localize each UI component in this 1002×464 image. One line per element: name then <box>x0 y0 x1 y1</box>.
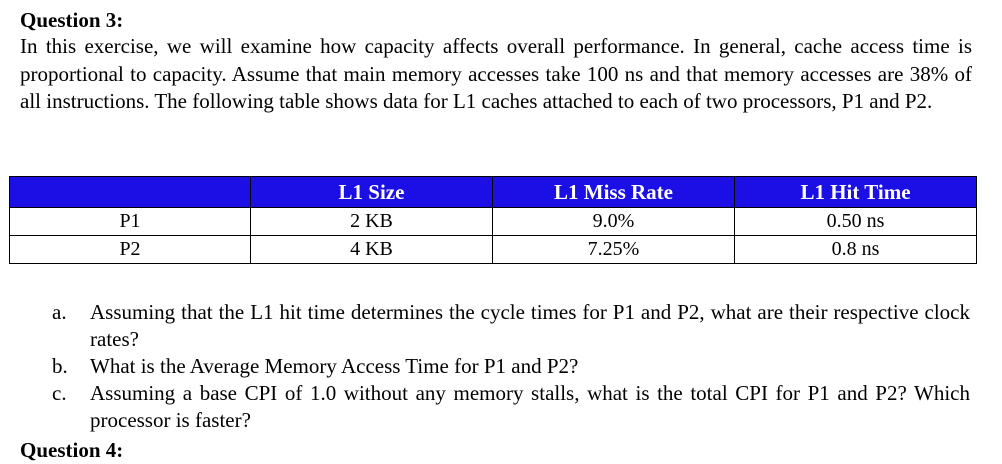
sub-question-c <box>50 380 970 434</box>
table-cell-l1-hit-time: 0.8 ns <box>735 236 977 264</box>
table-header-l1-miss-rate: L1 Miss Rate <box>493 177 735 208</box>
table-header-row <box>10 177 977 208</box>
table-cell-processor: P2 <box>10 236 251 264</box>
sub-question-marker: a. <box>52 300 67 324</box>
table-cell-processor: P1 <box>10 208 251 236</box>
sub-question-text: Assuming a base CPI of 1.0 without any memory stalls, what is the total CPI for P1 and P2? Which processor is faster? <box>90 381 970 432</box>
table-cell-l1-miss-rate: 7.25% <box>493 236 735 264</box>
sub-question-a <box>50 299 970 353</box>
table-header-l1-hit-time: L1 Hit Time <box>735 177 977 208</box>
cache-data-table <box>9 176 977 264</box>
sub-question-list <box>50 299 970 434</box>
sub-question-text: Assuming that the L1 hit time determines the cycle times for P1 and P2, what are their respective clock rates? <box>90 300 970 351</box>
sub-question-marker: b. <box>52 354 68 378</box>
table-header-corner <box>10 177 251 208</box>
table-cell-l1-miss-rate: 9.0% <box>493 208 735 236</box>
sub-question-b <box>50 353 970 380</box>
question-intro: In this exercise, we will examine how capacity affects overall performance. In general, cache access time is proportional to capacity. Assume that main memory accesses take 100 ns and that memory accesses are 38% of all instructions. The following table shows data for L1 caches attached to each of two processors, P1 and P2. <box>20 34 972 113</box>
next-question-title: Question 4: <box>20 438 124 462</box>
table-header-l1-size: L1 Size <box>251 177 493 208</box>
table-row <box>10 236 977 264</box>
table-cell-l1-size: 2 KB <box>251 208 493 236</box>
table-row <box>10 208 977 236</box>
question-title: Question 3: <box>20 8 124 32</box>
sub-question-text: What is the Average Memory Access Time for P1 and P2? <box>90 354 579 378</box>
table-cell-l1-size: 4 KB <box>251 236 493 264</box>
table-cell-l1-hit-time: 0.50 ns <box>735 208 977 236</box>
sub-question-marker: c. <box>52 381 67 405</box>
